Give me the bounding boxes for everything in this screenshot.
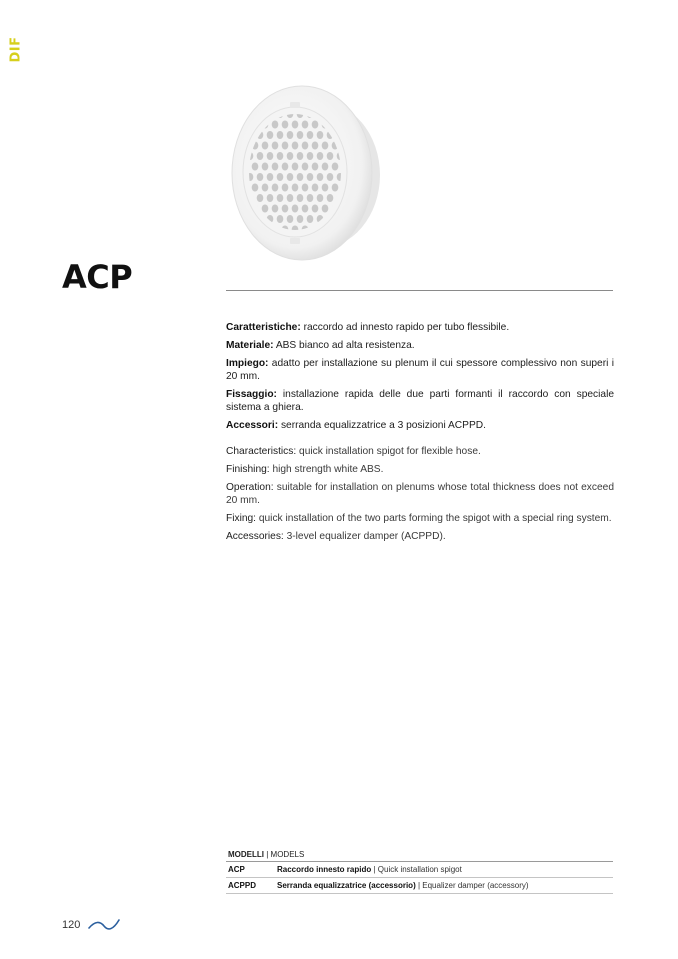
grille-hole	[317, 194, 324, 202]
grille-hole	[282, 205, 289, 213]
grille-hole	[252, 163, 259, 171]
grille-hole	[267, 173, 274, 181]
grille-hole	[297, 131, 304, 139]
grille-hole	[292, 163, 299, 171]
grille-hole	[297, 173, 304, 181]
grille-hole	[312, 142, 319, 150]
grille-hole	[302, 142, 309, 150]
grille-hole	[332, 163, 339, 171]
grille-hole	[287, 173, 294, 181]
grille-hole	[272, 121, 279, 129]
grille-hole	[267, 152, 274, 160]
grille-hole	[277, 131, 284, 139]
grille-hole	[292, 142, 299, 150]
grille-hole	[297, 215, 304, 223]
grille-hole	[327, 152, 334, 160]
section-tag	[8, 34, 24, 64]
specifications	[226, 321, 614, 548]
specs-italian	[226, 321, 614, 432]
spec-accessories-en: Accessories: 3-level equalizer damper (ACPPD).	[226, 531, 446, 542]
grille-hole	[302, 205, 309, 213]
grille-hole	[282, 142, 289, 150]
grille-hole	[272, 142, 279, 150]
grille-hole	[322, 184, 329, 192]
page-number: 120	[62, 919, 81, 931]
page-footer	[62, 918, 120, 932]
grille-hole	[262, 205, 269, 213]
grille-hole	[307, 131, 314, 139]
grille-hole	[267, 194, 274, 202]
grille-hole	[262, 163, 269, 171]
spec-finishing-en: Finishing: high strength white ABS.	[226, 464, 384, 475]
product-image	[222, 80, 392, 265]
grille-hole	[322, 142, 329, 150]
grille-hole	[292, 121, 299, 129]
grille-hole	[277, 194, 284, 202]
grille-hole	[257, 173, 264, 181]
spec-fixing-en: Fixing: quick installation of the two parts forming the spigot with a special ring system.	[226, 513, 612, 524]
brand-wave-icon	[88, 918, 120, 932]
grille-hole	[322, 163, 329, 171]
grille-hole	[277, 215, 284, 223]
grille-hole	[287, 194, 294, 202]
grille-hole	[282, 163, 289, 171]
grille-hole	[327, 173, 334, 181]
spec-characteristics-en: Characteristics: quick installation spigot for flexible hose.	[226, 446, 481, 457]
spec-fixing-it: Fissaggio: installazione rapida delle due parti formanti il raccordo con speciale sistema a ghiera.	[226, 389, 614, 413]
grille-hole	[312, 121, 319, 129]
grille-hole	[292, 184, 299, 192]
grille-hole	[272, 205, 279, 213]
spec-material-it: Materiale: ABS bianco ad alta resistenza.	[226, 340, 415, 351]
grille-hole	[312, 184, 319, 192]
grille-hole	[317, 131, 324, 139]
table-row	[226, 862, 613, 878]
grille-hole	[262, 184, 269, 192]
model-description: Raccordo innesto rapido | Quick installation spigot	[277, 865, 462, 874]
models-table	[226, 849, 613, 894]
grille-hole	[252, 184, 259, 192]
grille-hole	[317, 152, 324, 160]
grille-hole	[312, 163, 319, 171]
grille-hole	[317, 173, 324, 181]
model-code: ACPPD	[228, 881, 257, 890]
grille-hole	[287, 152, 294, 160]
grille-hole	[257, 194, 264, 202]
grille-hole	[272, 163, 279, 171]
grille-hole	[312, 205, 319, 213]
product-title: ACP	[62, 258, 133, 296]
grille-hole	[302, 184, 309, 192]
grille-hole	[307, 173, 314, 181]
model-description: Serranda equalizzatrice (accessorio) | Equalizer damper (accessory)	[277, 881, 529, 890]
grille-hole	[302, 121, 309, 129]
table-row	[226, 878, 613, 894]
grille-hole	[307, 194, 314, 202]
grille-hole	[287, 215, 294, 223]
grille-hole	[307, 215, 314, 223]
grille-hole	[277, 152, 284, 160]
grille-hole	[287, 131, 294, 139]
models-table-header: MODELLI | MODELS	[226, 849, 613, 862]
grille-hole	[262, 142, 269, 150]
spec-characteristics-it: Caratteristiche: raccordo ad innesto rapido per tubo flessibile.	[226, 322, 510, 333]
grille-hole	[282, 184, 289, 192]
grille-hole	[282, 121, 289, 129]
grille-illustration	[222, 80, 392, 265]
grille-hole	[277, 173, 284, 181]
grille-hole	[307, 152, 314, 160]
grille-hole	[257, 152, 264, 160]
grille-hole	[322, 205, 329, 213]
title-divider	[226, 290, 613, 291]
spec-use-it: Impiego: adatto per installazione su plenum il cui spessore complessivo non superi i 20 mm.	[226, 358, 614, 382]
grille-hole	[302, 163, 309, 171]
spec-operation-en: Operation: suitable for installation on plenums whose total thickness does not exceed 20 mm.	[226, 482, 614, 506]
specs-english	[226, 445, 614, 543]
grille-hole	[297, 194, 304, 202]
model-code: ACP	[228, 865, 245, 874]
section-tag-label: DIF	[8, 35, 24, 63]
grille-hole	[297, 152, 304, 160]
grille-hole	[292, 205, 299, 213]
grille-hole	[327, 194, 334, 202]
grille-hole	[272, 184, 279, 192]
grille-hole	[267, 131, 274, 139]
spec-accessories-it: Accessori: serranda equalizzatrice a 3 posizioni ACPPD.	[226, 420, 486, 431]
grille-hole	[332, 184, 339, 192]
